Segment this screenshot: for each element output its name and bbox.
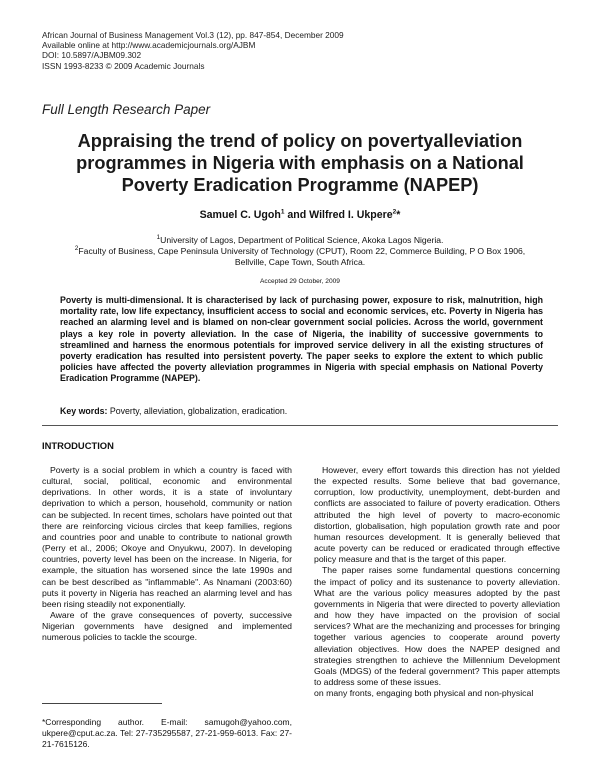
title-line-3: Poverty Eradication Programme (NAPEP) [121, 175, 479, 195]
affiliations [40, 235, 560, 268]
paper-type: Full Length Research Paper [42, 102, 211, 117]
journal-url: Available online at http://www.academicjournals.org/AJBM [42, 40, 256, 51]
affiliation-2: $^2$Faculty of Business, Cape Peninsula University of Technology (CPUT), Room 22, Commerce Building, P O Box 1906, [74, 245, 526, 256]
paper-title [40, 130, 560, 196]
right-column [314, 465, 560, 699]
right-paragraph-1: However, every effort towards this direction has not yielded the expected results. Some believe that bad governance, corruption, low productivity, unemployment, debt-burden and conflicts are associated to failure of poverty eradication. Others attributed the high level of poverty to macro-economic distortion, globalisation, high population growth rate and poor human resources development. It is generally believed that acute poverty can be reduced or eradicated through effective policy measure and that is the target of this paper. [314, 465, 560, 565]
keywords [60, 406, 287, 416]
section-divider [42, 425, 558, 426]
author-list [40, 209, 560, 221]
journal-header [42, 30, 344, 71]
right-paragraph-2: The paper raises some fundamental questions concerning the impact of policy and its sustenance to poverty alleviation. What are the various policy measures adopted by the past governments in Nigeria that were directed to poverty alleviation and how they have impacted on the provision of social services? What are the mechanizing and processes for bringing together various agencies to cooperate around poverty alleviation objectives. How does the NAPEP designed and strategies strengthen to achieve the Millennium Development Goals (MDGS) of the federal government? This paper attempts to address some of these issues. [314, 565, 560, 687]
journal-citation: African Journal of Business Management Vol.3 (12), pp. 847-854, December 2009 [42, 30, 344, 40]
author-separator: and [284, 209, 310, 221]
right-paragraph-3: on many fronts, engaging both physical and non-physical [314, 688, 534, 699]
author-1-affil-mark: 1 [280, 208, 285, 216]
affiliation-1: $^1$University of Lagos, Department of Political Science, Akoka Lagos Nigeria. [156, 234, 444, 245]
author-2-affil-mark: 2 [392, 208, 397, 216]
corresponding-star: * [396, 209, 401, 221]
journal-issn: ISSN 1993-8233 © 2009 Academic Journals [42, 60, 205, 71]
corresponding-footnote: *Corresponding author. E-mail: samugoh@yahoo.com, ukpere@cput.ac.za. Tel: 27-735295587, 27-21-959-6013. Fax: 27-21-7615126. [42, 717, 292, 749]
left-paragraph-2: Aware of the grave consequences of poverty, successive Nigerian governments have designed and implemented numerous policies to tackle the scourge. [42, 610, 292, 643]
accepted-date: Accepted 29 October, 2009 [260, 278, 340, 285]
abstract: Poverty is multi-dimensional. It is characterised by lack of purchasing power, exposure to risk, malnutrition, high mortality rate, low life expectancy, insufficient access to social and economic services, etc. Poverty in Nigeria has reached an alarming level and is blamed on non-clear government social policies. Across the world, government plays a key role in poverty alleviation. In the case of Nigeria, the inability of successive governments to streamlined and harness the enormous potentials for improved service delivery in all the existing structures of poverty eradication has resulted into persistent poverty. The paper seeks to explore the extent to which public policies have affected the poverty alleviation programmes in Nigeria with special emphasis on National Poverty Eradication Programme (NAPEP). [60, 295, 543, 384]
keywords-label: Key words: [60, 406, 108, 416]
keywords-value: Poverty, alleviation, globalization, eradication. [107, 406, 288, 416]
introduction-heading: INTRODUCTION [42, 440, 114, 451]
title-line-1: Appraising the trend of policy on povertyalleviation [77, 131, 523, 151]
author-1: Samuel C. Ugoh [199, 209, 281, 221]
left-paragraph-1: Poverty is a social problem in which a country is faced with cultural, social, political, economic and environmental deprivations. In other words, it is a state of involuntary deprivation to which a person, household, community or nation can be subjected. In recent times, scholars have pointed out that there are reinforcing vicious circles that keep families, regions and countries poor and unable to contribute to national growth (Perry et al., 2006; Okoye and Onyukwu, 2007). In developing countries, poverty level has been on the increase. In Nigeria, for example, the situation has worsened since the late 1990s and can be best described as "inflammable". As Nnamani (2003:60) puts it poverty in Nigeria has reached an alarming level and has been rising steadily not exponentially. [42, 465, 292, 609]
left-column [42, 465, 292, 644]
affiliation-2-cont: Bellville, Cape Town, South Africa. [234, 257, 366, 267]
title-line-2: programmes in Nigeria with emphasis on a National [76, 153, 524, 173]
journal-doi: DOI: 10.5897/AJBM09.302 [42, 50, 142, 61]
author-2: Wilfred I. Ukpere [309, 209, 393, 221]
footnote-rule [42, 703, 162, 704]
